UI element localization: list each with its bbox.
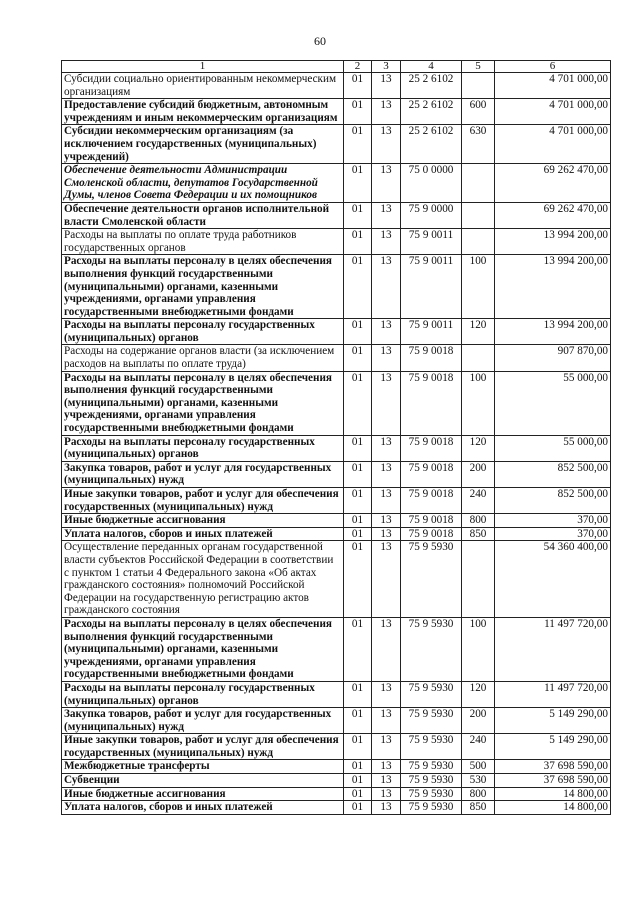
row-name-cell: Расходы на выплаты персоналу в целях обеспечения выполнения функций государственными (муниципальными) органами, казенными учреждениями, органами управления государственными внебюджетными фондами	[62, 617, 344, 681]
row-expense-type-cell: 800	[462, 514, 495, 528]
row-expense-type-cell: 100	[462, 255, 495, 319]
row-amount-cell: 5 149 290,00	[495, 734, 611, 760]
row-name-cell: Обеспечение деятельности Администрации Смоленской области, депутатов Государственной Думы, членов Совета Федерации и их помощников	[62, 164, 344, 203]
row-section-cell: 01	[344, 435, 372, 461]
row-section-cell: 01	[344, 541, 372, 618]
row-subsection-cell: 13	[372, 527, 401, 541]
row-amount-cell: 4 701 000,00	[495, 99, 611, 125]
row-target-code-cell: 75 9 0018	[401, 345, 462, 371]
row-subsection-cell: 13	[372, 760, 401, 774]
row-section-cell: 01	[344, 708, 372, 734]
row-section-cell: 01	[344, 760, 372, 774]
row-subsection-cell: 13	[372, 345, 401, 371]
header-col-3: 3	[372, 61, 401, 73]
row-amount-cell: 13 994 200,00	[495, 255, 611, 319]
table-row	[62, 527, 611, 541]
row-target-code-cell: 75 9 0018	[401, 461, 462, 487]
row-target-code-cell: 75 9 5930	[401, 617, 462, 681]
row-target-code-cell: 75 9 5930	[401, 774, 462, 788]
row-target-code-cell: 25 2 6102	[401, 73, 462, 99]
row-expense-type-cell: 500	[462, 760, 495, 774]
row-name-cell: Расходы на выплаты по оплате труда работников государственных органов	[62, 229, 344, 255]
row-expense-type-cell: 200	[462, 461, 495, 487]
page-number: 60	[314, 34, 326, 48]
row-target-code-cell: 75 9 5930	[401, 541, 462, 618]
row-amount-cell: 14 800,00	[495, 801, 611, 815]
row-expense-type-cell	[462, 202, 495, 228]
row-section-cell: 01	[344, 787, 372, 801]
row-target-code-cell: 75 9 0000	[401, 202, 462, 228]
row-section-cell: 01	[344, 461, 372, 487]
row-section-cell: 01	[344, 801, 372, 815]
header-row	[62, 61, 611, 73]
row-subsection-cell: 13	[372, 371, 401, 435]
row-amount-cell: 11 497 720,00	[495, 681, 611, 707]
row-subsection-cell: 13	[372, 255, 401, 319]
row-target-code-cell: 75 9 5930	[401, 760, 462, 774]
row-section-cell: 01	[344, 514, 372, 528]
row-subsection-cell: 13	[372, 435, 401, 461]
table-row	[62, 319, 611, 345]
row-expense-type-cell: 850	[462, 801, 495, 815]
table-row	[62, 734, 611, 760]
row-amount-cell: 37 698 590,00	[495, 760, 611, 774]
table-row	[62, 435, 611, 461]
header-col-2: 2	[344, 61, 372, 73]
row-name-cell: Субсидии некоммерческим организациям (за исключением государственных (муниципальных) учреждений)	[62, 125, 344, 164]
row-section-cell: 01	[344, 617, 372, 681]
table-row	[62, 617, 611, 681]
row-subsection-cell: 13	[372, 73, 401, 99]
row-target-code-cell: 25 2 6102	[401, 125, 462, 164]
row-target-code-cell: 25 2 6102	[401, 99, 462, 125]
row-expense-type-cell: 850	[462, 527, 495, 541]
row-subsection-cell: 13	[372, 488, 401, 514]
row-subsection-cell: 13	[372, 164, 401, 203]
row-name-cell: Закупка товаров, работ и услуг для государственных (муниципальных) нужд	[62, 461, 344, 487]
table-row	[62, 681, 611, 707]
row-section-cell: 01	[344, 255, 372, 319]
row-expense-type-cell	[462, 541, 495, 618]
row-subsection-cell: 13	[372, 514, 401, 528]
row-target-code-cell: 75 9 0018	[401, 488, 462, 514]
table-row	[62, 461, 611, 487]
row-name-cell: Предоставление субсидий бюджетным, автономным учреждениям и иным некоммерческим организациям	[62, 99, 344, 125]
row-name-cell: Обеспечение деятельности органов исполнительной власти Смоленской области	[62, 202, 344, 228]
row-expense-type-cell: 600	[462, 99, 495, 125]
row-name-cell: Иные бюджетные ассигнования	[62, 514, 344, 528]
row-subsection-cell: 13	[372, 734, 401, 760]
row-subsection-cell: 13	[372, 617, 401, 681]
row-target-code-cell: 75 9 5930	[401, 787, 462, 801]
row-expense-type-cell	[462, 164, 495, 203]
row-name-cell: Расходы на выплаты персоналу государственных (муниципальных) органов	[62, 435, 344, 461]
row-name-cell: Иные закупки товаров, работ и услуг для обеспечения государственных (муниципальных) нужд	[62, 488, 344, 514]
row-target-code-cell: 75 9 5930	[401, 734, 462, 760]
row-expense-type-cell: 530	[462, 774, 495, 788]
table-row	[62, 760, 611, 774]
row-name-cell: Расходы на выплаты персоналу государственных (муниципальных) органов	[62, 681, 344, 707]
row-expense-type-cell: 240	[462, 488, 495, 514]
row-amount-cell: 69 262 470,00	[495, 202, 611, 228]
row-amount-cell: 13 994 200,00	[495, 229, 611, 255]
row-expense-type-cell: 200	[462, 708, 495, 734]
row-section-cell: 01	[344, 774, 372, 788]
row-target-code-cell: 75 9 0018	[401, 435, 462, 461]
row-amount-cell: 69 262 470,00	[495, 164, 611, 203]
row-expense-type-cell: 100	[462, 617, 495, 681]
row-expense-type-cell: 120	[462, 435, 495, 461]
table-row	[62, 371, 611, 435]
budget-table	[61, 60, 611, 815]
row-target-code-cell: 75 9 0011	[401, 319, 462, 345]
table-row	[62, 164, 611, 203]
row-target-code-cell: 75 9 0011	[401, 255, 462, 319]
row-subsection-cell: 13	[372, 319, 401, 345]
row-expense-type-cell	[462, 229, 495, 255]
row-amount-cell: 4 701 000,00	[495, 73, 611, 99]
row-name-cell: Расходы на выплаты персоналу в целях обеспечения выполнения функций государственными (муниципальными) органами, казенными учреждениями, органами управления государственными внебюджетными фондами	[62, 371, 344, 435]
row-name-cell: Уплата налогов, сборов и иных платежей	[62, 527, 344, 541]
row-amount-cell: 370,00	[495, 514, 611, 528]
row-section-cell: 01	[344, 319, 372, 345]
row-expense-type-cell	[462, 345, 495, 371]
row-amount-cell: 852 500,00	[495, 461, 611, 487]
row-subsection-cell: 13	[372, 708, 401, 734]
row-section-cell: 01	[344, 202, 372, 228]
row-amount-cell: 37 698 590,00	[495, 774, 611, 788]
row-name-cell: Иные закупки товаров, работ и услуг для обеспечения государственных (муниципальных) нужд	[62, 734, 344, 760]
table-row	[62, 541, 611, 618]
row-target-code-cell: 75 9 5930	[401, 681, 462, 707]
row-section-cell: 01	[344, 527, 372, 541]
row-section-cell: 01	[344, 125, 372, 164]
row-target-code-cell: 75 9 0018	[401, 527, 462, 541]
row-amount-cell: 5 149 290,00	[495, 708, 611, 734]
row-section-cell: 01	[344, 73, 372, 99]
header-col-5: 5	[462, 61, 495, 73]
row-amount-cell: 55 000,00	[495, 435, 611, 461]
row-amount-cell: 852 500,00	[495, 488, 611, 514]
row-name-cell: Уплата налогов, сборов и иных платежей	[62, 801, 344, 815]
row-expense-type-cell	[462, 73, 495, 99]
row-subsection-cell: 13	[372, 681, 401, 707]
row-subsection-cell: 13	[372, 801, 401, 815]
row-subsection-cell: 13	[372, 541, 401, 618]
row-section-cell: 01	[344, 734, 372, 760]
row-name-cell: Расходы на выплаты персоналу в целях обеспечения выполнения функций государственными (муниципальными) органами, казенными учреждениями, органами управления государственными внебюджетными фондами	[62, 255, 344, 319]
row-section-cell: 01	[344, 99, 372, 125]
row-subsection-cell: 13	[372, 229, 401, 255]
row-section-cell: 01	[344, 164, 372, 203]
row-subsection-cell: 13	[372, 202, 401, 228]
header-col-6: 6	[495, 61, 611, 73]
row-name-cell: Субвенции	[62, 774, 344, 788]
row-amount-cell: 907 870,00	[495, 345, 611, 371]
row-section-cell: 01	[344, 681, 372, 707]
row-subsection-cell: 13	[372, 99, 401, 125]
row-target-code-cell: 75 9 5930	[401, 801, 462, 815]
row-subsection-cell: 13	[372, 774, 401, 788]
row-expense-type-cell: 120	[462, 681, 495, 707]
row-amount-cell: 370,00	[495, 527, 611, 541]
header-col-1: 1	[62, 61, 344, 73]
table-row	[62, 99, 611, 125]
row-name-cell: Осуществление переданных органам государственной власти субъектов Российской Федерации в соответствии с пунктом 1 статьи 4 Федерального закона «Об актах гражданского состояния» полномочий Российской Федерации на государственную регистрацию актов гражданского состояния	[62, 541, 344, 618]
row-amount-cell: 4 701 000,00	[495, 125, 611, 164]
row-section-cell: 01	[344, 488, 372, 514]
table-row	[62, 801, 611, 815]
row-section-cell: 01	[344, 345, 372, 371]
row-target-code-cell: 75 9 0018	[401, 371, 462, 435]
table-row	[62, 708, 611, 734]
table-row	[62, 229, 611, 255]
table-row	[62, 514, 611, 528]
row-section-cell: 01	[344, 371, 372, 435]
row-subsection-cell: 13	[372, 461, 401, 487]
row-expense-type-cell: 630	[462, 125, 495, 164]
row-target-code-cell: 75 0 0000	[401, 164, 462, 203]
row-target-code-cell: 75 9 5930	[401, 708, 462, 734]
row-amount-cell: 54 360 400,00	[495, 541, 611, 618]
row-expense-type-cell: 240	[462, 734, 495, 760]
row-name-cell: Иные бюджетные ассигнования	[62, 787, 344, 801]
row-section-cell: 01	[344, 229, 372, 255]
row-target-code-cell: 75 9 0018	[401, 514, 462, 528]
row-expense-type-cell: 100	[462, 371, 495, 435]
row-subsection-cell: 13	[372, 125, 401, 164]
row-target-code-cell: 75 9 0011	[401, 229, 462, 255]
row-amount-cell: 14 800,00	[495, 787, 611, 801]
table-row	[62, 73, 611, 99]
header-col-4: 4	[401, 61, 462, 73]
table-row	[62, 488, 611, 514]
table-row	[62, 125, 611, 164]
table-row	[62, 774, 611, 788]
row-amount-cell: 55 000,00	[495, 371, 611, 435]
row-name-cell: Расходы на содержание органов власти (за исключением расходов на выплаты по оплате труда)	[62, 345, 344, 371]
table-row	[62, 345, 611, 371]
row-expense-type-cell: 120	[462, 319, 495, 345]
row-name-cell: Межбюджетные трансферты	[62, 760, 344, 774]
row-amount-cell: 11 497 720,00	[495, 617, 611, 681]
row-name-cell: Закупка товаров, работ и услуг для государственных (муниципальных) нужд	[62, 708, 344, 734]
row-subsection-cell: 13	[372, 787, 401, 801]
row-name-cell: Расходы на выплаты персоналу государственных (муниципальных) органов	[62, 319, 344, 345]
row-expense-type-cell: 800	[462, 787, 495, 801]
row-amount-cell: 13 994 200,00	[495, 319, 611, 345]
table-row	[62, 255, 611, 319]
row-name-cell: Субсидии социально ориентированным некоммерческим организациям	[62, 73, 344, 99]
table-row	[62, 787, 611, 801]
table-row	[62, 202, 611, 228]
